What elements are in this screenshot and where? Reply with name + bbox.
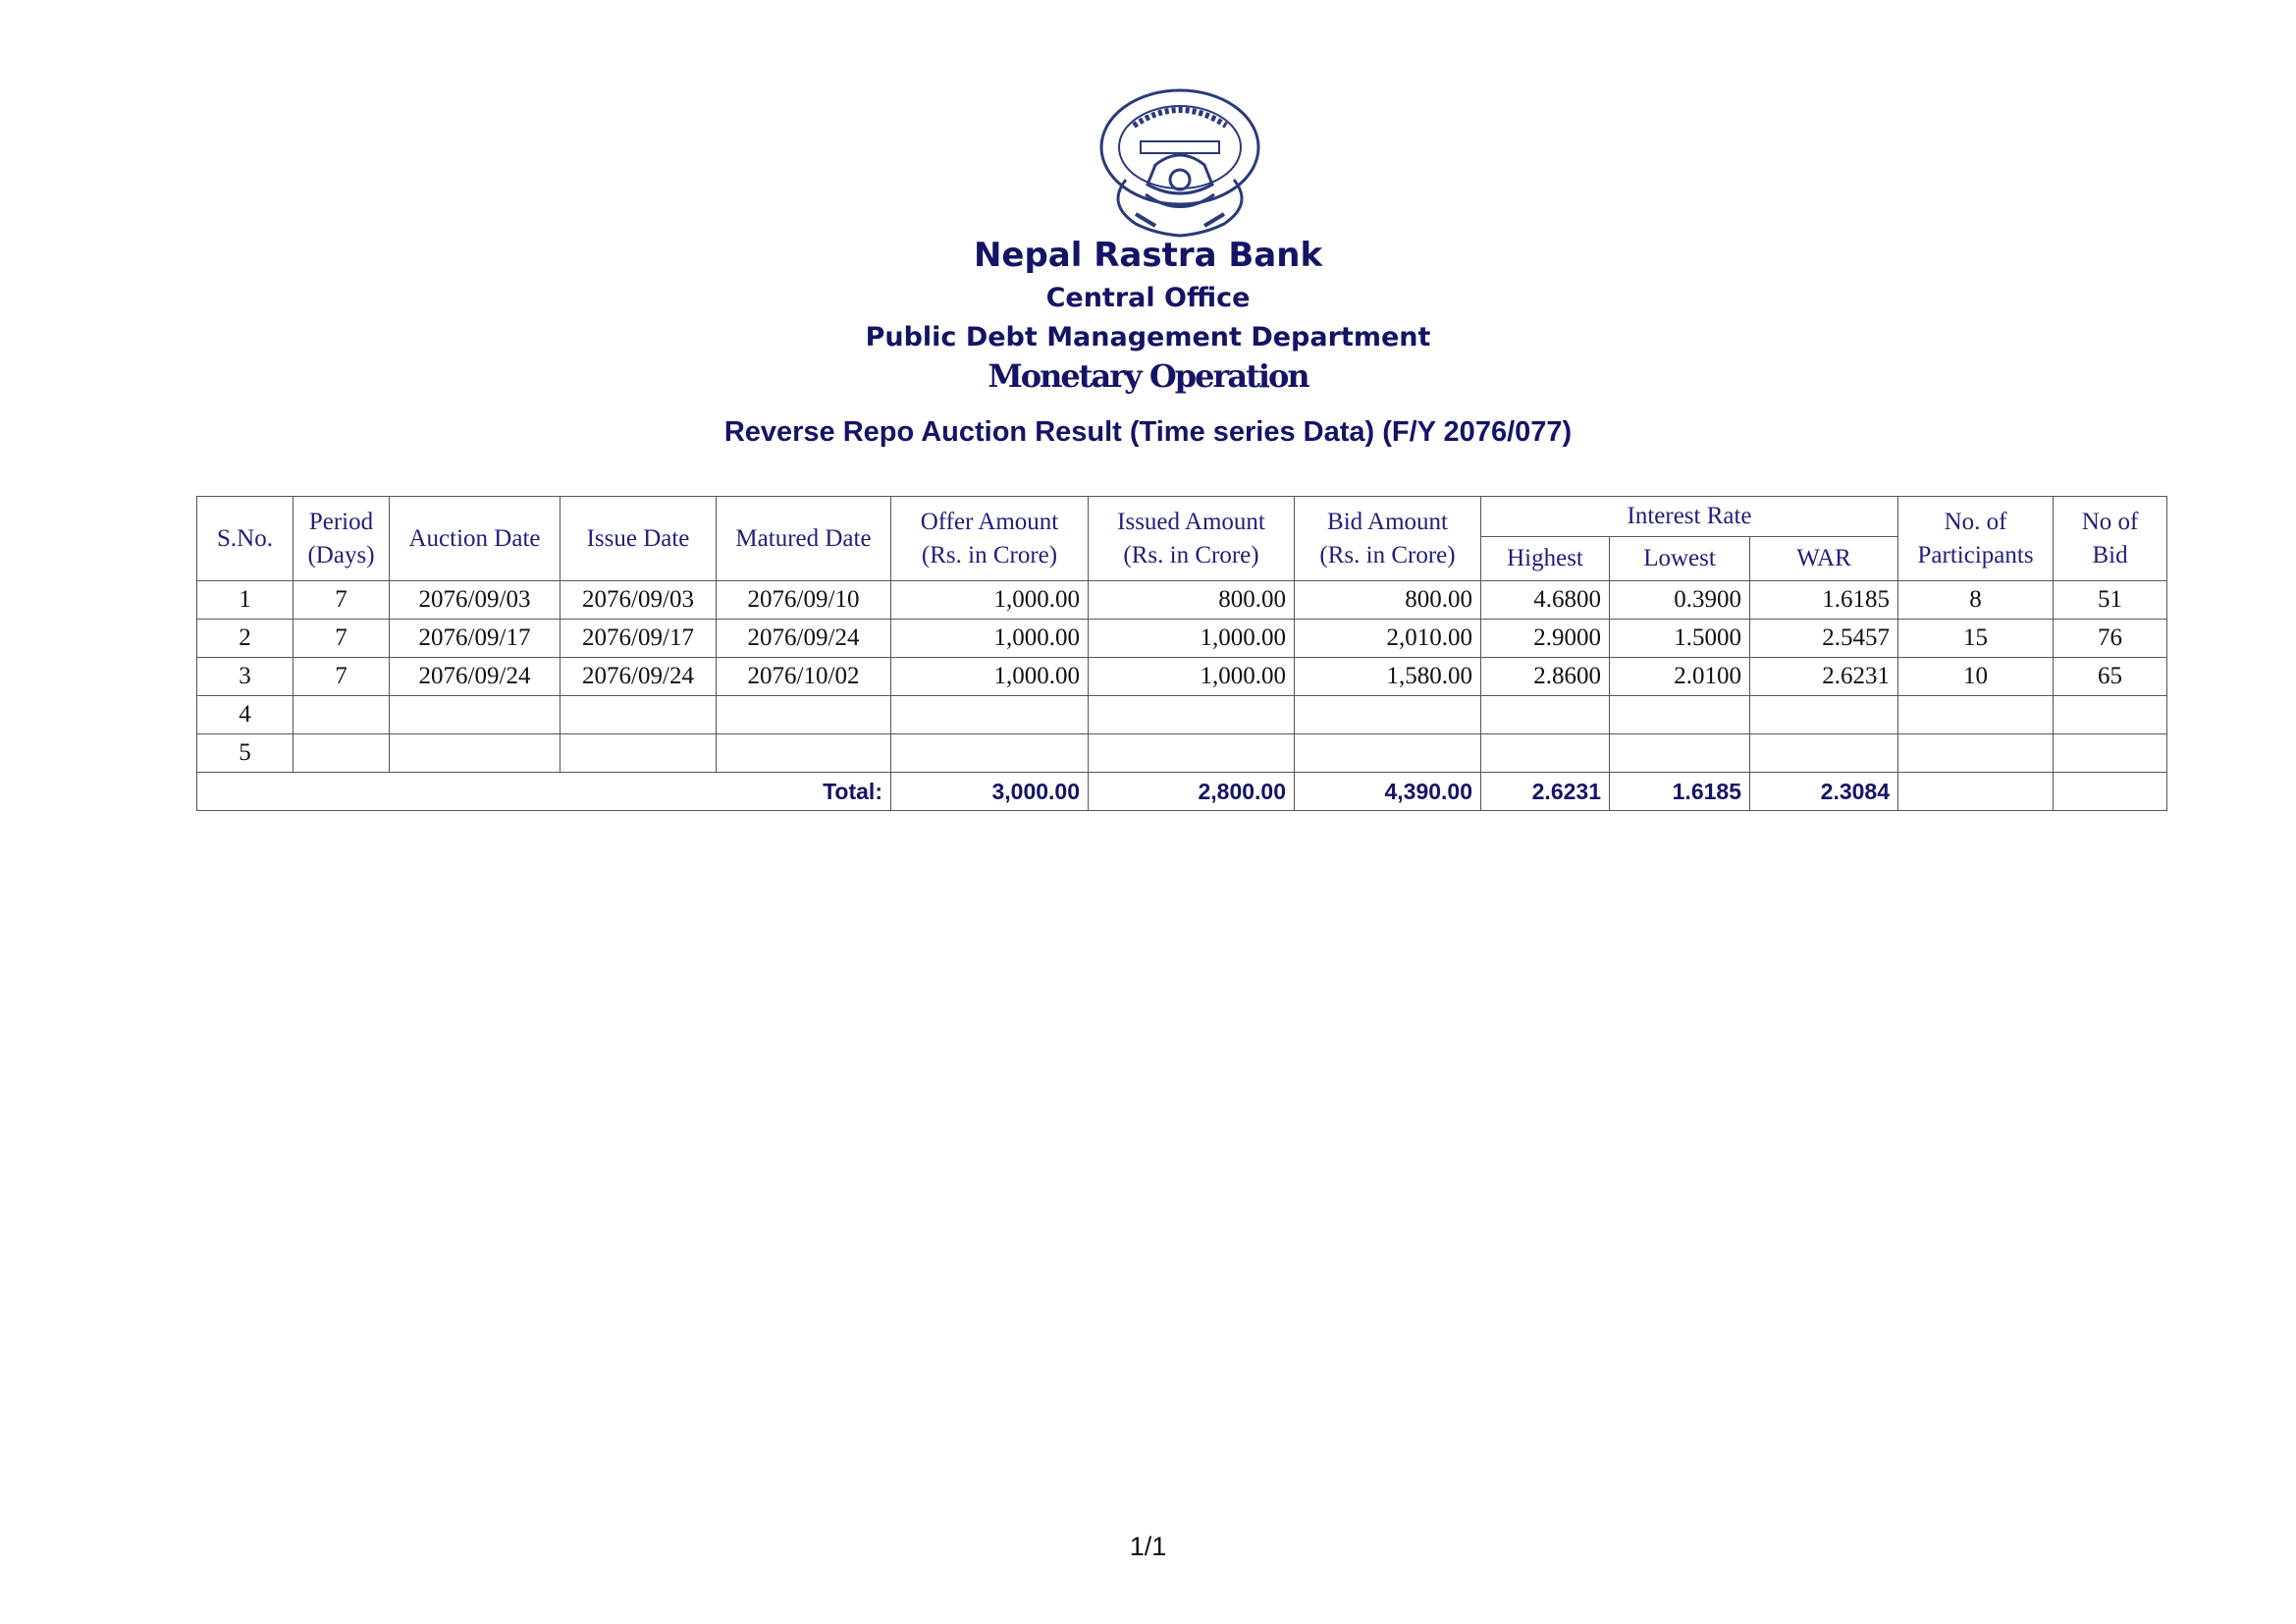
total-no-of-bid bbox=[2054, 773, 2167, 811]
cell-issued: 1,000.00 bbox=[1089, 658, 1295, 696]
operation-heading: Monetary Operation bbox=[988, 357, 1308, 395]
cell-matured-date: 2076/09/24 bbox=[717, 620, 891, 658]
cell-participants bbox=[1898, 734, 2054, 773]
cell-issued bbox=[1089, 696, 1295, 734]
cell-highest: 4.6800 bbox=[1481, 581, 1610, 620]
cell-sno: 5 bbox=[197, 734, 294, 773]
col-matured-date: Matured Date bbox=[717, 497, 891, 581]
table-row bbox=[197, 734, 2167, 773]
cell-issued: 1,000.00 bbox=[1089, 620, 1295, 658]
cell-participants: 15 bbox=[1898, 620, 2054, 658]
col-war: WAR bbox=[1750, 537, 1898, 581]
total-label: Total: bbox=[197, 773, 891, 811]
cell-sno: 2 bbox=[197, 620, 294, 658]
total-issued: 2,800.00 bbox=[1089, 773, 1295, 811]
cell-war: 1.6185 bbox=[1750, 581, 1898, 620]
cell-offer: 1,000.00 bbox=[891, 620, 1089, 658]
cell-lowest: 1.5000 bbox=[1610, 620, 1750, 658]
cell-sno: 1 bbox=[197, 581, 294, 620]
cell-no-bid bbox=[2054, 696, 2167, 734]
cell-sno: 3 bbox=[197, 658, 294, 696]
col-issue-date: Issue Date bbox=[561, 497, 717, 581]
cell-highest bbox=[1481, 696, 1610, 734]
bank-name: Nepal Rastra Bank bbox=[973, 236, 1323, 275]
cell-sno: 4 bbox=[197, 696, 294, 734]
cell-auction-date: 2076/09/17 bbox=[390, 620, 561, 658]
cell-lowest: 0.3900 bbox=[1610, 581, 1750, 620]
cell-no-bid: 76 bbox=[2054, 620, 2167, 658]
table-row bbox=[197, 696, 2167, 734]
cell-no-bid bbox=[2054, 734, 2167, 773]
total-bid: 4,390.00 bbox=[1295, 773, 1481, 811]
cell-no-bid: 65 bbox=[2054, 658, 2167, 696]
col-period: Period (Days) bbox=[294, 497, 390, 581]
table-row bbox=[197, 658, 2167, 696]
cell-matured-date: 2076/10/02 bbox=[717, 658, 891, 696]
cell-highest: 2.8600 bbox=[1481, 658, 1610, 696]
page-number: 1/1 bbox=[1129, 1532, 1167, 1561]
cell-period: 7 bbox=[294, 658, 390, 696]
cell-issued bbox=[1089, 734, 1295, 773]
cell-war bbox=[1750, 734, 1898, 773]
col-participants: No. of Participants bbox=[1898, 497, 2054, 581]
cell-lowest bbox=[1610, 696, 1750, 734]
cell-period bbox=[294, 696, 390, 734]
cell-auction-date bbox=[390, 734, 561, 773]
cell-bid: 2,010.00 bbox=[1295, 620, 1481, 658]
cell-issue-date bbox=[561, 696, 717, 734]
cell-period bbox=[294, 734, 390, 773]
cell-auction-date: 2076/09/03 bbox=[390, 581, 561, 620]
cell-war: 2.6231 bbox=[1750, 658, 1898, 696]
cell-war bbox=[1750, 696, 1898, 734]
col-issued-amount: Issued Amount (Rs. in Crore) bbox=[1089, 497, 1295, 581]
cell-matured-date bbox=[717, 696, 891, 734]
cell-bid: 1,580.00 bbox=[1295, 658, 1481, 696]
cell-highest bbox=[1481, 734, 1610, 773]
col-lowest: Lowest bbox=[1610, 537, 1750, 581]
col-no-of-bid: No of Bid bbox=[2054, 497, 2167, 581]
col-auction-date: Auction Date bbox=[390, 497, 561, 581]
cell-issue-date: 2076/09/17 bbox=[561, 620, 717, 658]
cell-offer bbox=[891, 696, 1089, 734]
cell-matured-date bbox=[717, 734, 891, 773]
cell-auction-date bbox=[390, 696, 561, 734]
cell-issued: 800.00 bbox=[1089, 581, 1295, 620]
cell-offer bbox=[891, 734, 1089, 773]
cell-lowest bbox=[1610, 734, 1750, 773]
nepal-rastra-bank-seal-icon bbox=[1096, 86, 1263, 244]
total-participants bbox=[1898, 773, 2054, 811]
cell-no-bid: 51 bbox=[2054, 581, 2167, 620]
cell-war: 2.5457 bbox=[1750, 620, 1898, 658]
cell-lowest: 2.0100 bbox=[1610, 658, 1750, 696]
cell-period: 7 bbox=[294, 581, 390, 620]
col-offer-amount: Offer Amount (Rs. in Crore) bbox=[891, 497, 1089, 581]
cell-participants: 10 bbox=[1898, 658, 2054, 696]
cell-offer: 1,000.00 bbox=[891, 658, 1089, 696]
cell-issue-date: 2076/09/03 bbox=[561, 581, 717, 620]
cell-issue-date bbox=[561, 734, 717, 773]
cell-participants: 8 bbox=[1898, 581, 2054, 620]
total-offer: 3,000.00 bbox=[891, 773, 1089, 811]
cell-matured-date: 2076/09/10 bbox=[717, 581, 891, 620]
cell-period: 7 bbox=[294, 620, 390, 658]
auction-results-table bbox=[196, 496, 2167, 811]
cell-participants bbox=[1898, 696, 2054, 734]
cell-issue-date: 2076/09/24 bbox=[561, 658, 717, 696]
department-name: Public Debt Management Department bbox=[865, 322, 1431, 352]
col-interest-rate: Interest Rate bbox=[1481, 497, 1898, 537]
col-highest: Highest bbox=[1481, 537, 1610, 581]
total-war: 2.3084 bbox=[1750, 773, 1898, 811]
total-row bbox=[197, 773, 2167, 811]
cell-auction-date: 2076/09/24 bbox=[390, 658, 561, 696]
total-lowest: 1.6185 bbox=[1610, 773, 1750, 811]
cell-bid bbox=[1295, 696, 1481, 734]
cell-bid bbox=[1295, 734, 1481, 773]
col-sno: S.No. bbox=[197, 497, 294, 581]
office-name: Central Office bbox=[1045, 283, 1251, 313]
table-row bbox=[197, 581, 2167, 620]
cell-highest: 2.9000 bbox=[1481, 620, 1610, 658]
report-title: Reverse Repo Auction Result (Time series Data) (F/Y 2076/077) bbox=[723, 416, 1573, 448]
table-row bbox=[197, 620, 2167, 658]
cell-bid: 800.00 bbox=[1295, 581, 1481, 620]
cell-offer: 1,000.00 bbox=[891, 581, 1089, 620]
total-highest: 2.6231 bbox=[1481, 773, 1610, 811]
col-bid-amount: Bid Amount (Rs. in Crore) bbox=[1295, 497, 1481, 581]
